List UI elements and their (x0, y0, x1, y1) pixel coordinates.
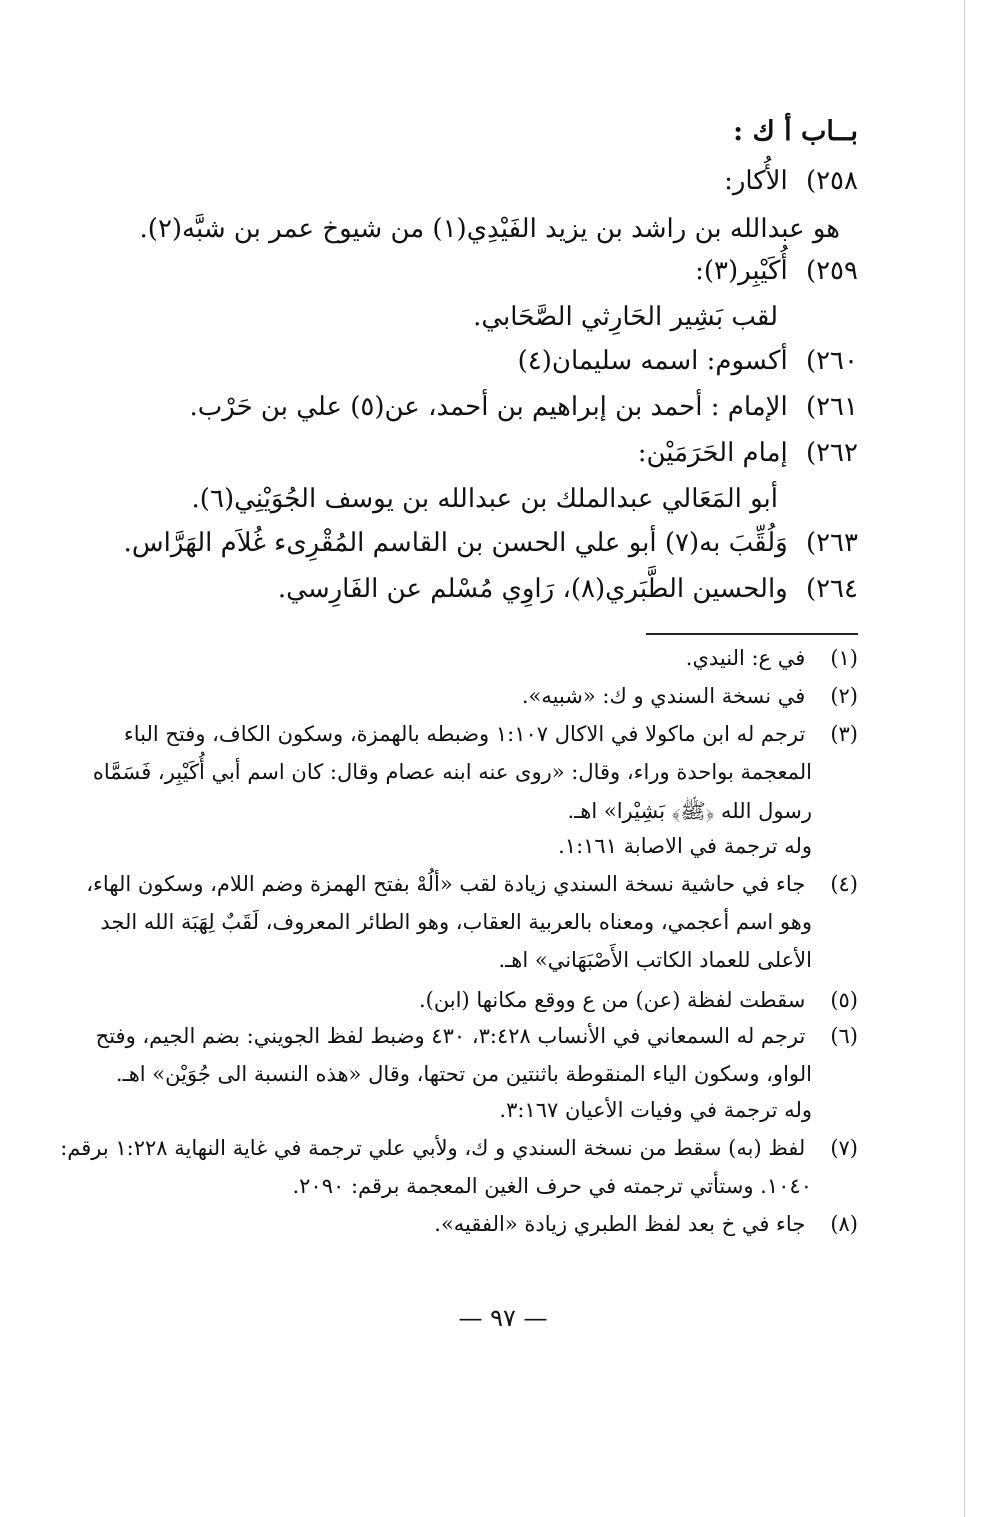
chapter-heading: بــاب أ ك : (733, 116, 858, 147)
footnote-text: ترجم له السمعاني في الأنساب ٣:٤٢٨، ٤٣٠ وضبط لفظ الجويني: بضم الجيم، وفتح (95, 1024, 806, 1048)
entry-number: ٢٦٤) (805, 574, 858, 604)
footnote-3-line-3: رسول الله ﴿ﷺ﴾ بَشِيْرا» اهـ. (567, 799, 812, 823)
footnote-number: (٢) (830, 684, 858, 708)
footnote-number: (١) (830, 646, 858, 670)
footnote-4-line-2: وهو اسم أعجمي، ومعناه بالعربية العقاب، وهو الطائر المعروف، لَقَبٌ لِهَبَة الله الجد (100, 910, 812, 934)
footnote-number: (٨) (830, 1212, 858, 1236)
entry-262 (638, 438, 858, 468)
footnote-number: (٧) (830, 1136, 858, 1160)
footnote-7 (60, 1136, 858, 1160)
footnote-number: (٦) (830, 1024, 858, 1048)
footnote-3-line-4: وله ترجمة في الاصابة ١:١٦١. (558, 834, 812, 858)
footnote-number: (٥) (830, 988, 858, 1012)
scan-edge-line (964, 0, 965, 1517)
entry-262-body: أبو المَعَالي عبدالملك بن عبدالله بن يوسف الجُوَيْنِي(٦). (191, 484, 778, 514)
entry-title: الإمام : أحمد بن إبراهيم بن أحمد، عن(٥) علي بن حَرْب. (189, 392, 788, 422)
entry-title: إمام الحَرَمَيْن: (637, 438, 788, 468)
entry-258 (724, 166, 858, 196)
footnote-6-line-3: وله ترجمة في وفيات الأعيان ٣:١٦٧. (499, 1098, 812, 1122)
entry-264 (278, 574, 858, 604)
entry-263 (124, 528, 858, 558)
entry-number: ٢٦٣) (805, 528, 858, 558)
footnote-3 (124, 722, 858, 746)
footnote-4-line-3: الأعلى للعماد الكاتب الأَصْبَهَاني» اهـ. (498, 948, 812, 972)
footnote-4 (86, 872, 858, 896)
footnote-number: (٣) (830, 722, 858, 746)
entry-number: ٢٦١) (805, 392, 858, 422)
footnote-6-line-2: الواو، وسكون الياء المنقوطة باثنتين من تحتها، وقال «هذه النسبة الى جُوَيْن» اهـ. (115, 1062, 812, 1086)
footnote-text: جاء في خ بعد لفظ الطبري زيادة «الفقيه». (434, 1212, 806, 1236)
entry-number: ٢٥٩) (805, 256, 858, 286)
footnote-text: سقطت لفظة (عن) من ع ووقع مكانها (ابن). (418, 988, 806, 1012)
footnote-text: لفظ (به) سقط من نسخة السندي و ك، ولأبي علي ترجمة في غاية النهاية ١:٢٢٨ برقم: (60, 1136, 806, 1160)
entry-259 (695, 256, 858, 286)
page-number: — ٩٧ — (458, 1304, 548, 1332)
entry-title: أُكَيْبِر(٣): (695, 256, 788, 286)
footnote-5 (419, 988, 858, 1012)
entry-title: أكسوم: اسمه سليمان(٤) (517, 346, 788, 376)
footnote-text: ترجم له ابن ماكولا في الاكال ١:١٠٧ وضبطه بالهمزة، وسكون الكاف، وفتح الباء (123, 722, 806, 746)
footnote-text: في نسخة السندي و ك: «شبيه». (521, 684, 806, 708)
footnote-text: في ع: النيدي. (685, 646, 806, 670)
entry-number: ٢٦٢) (805, 438, 858, 468)
footnote-1 (686, 646, 858, 670)
footnote-2 (522, 684, 858, 708)
entry-261 (189, 392, 858, 422)
entry-258-body: هو عبدالله بن راشد بن يزيد الفَيْدِي(١) من شيوخ عمر بن شبَّه(٢). (139, 214, 840, 244)
footnote-8 (434, 1212, 858, 1236)
entry-number: ٢٦٠) (805, 346, 858, 376)
footnote-3-line-2: المعجمة بواحدة وراء، وقال: «روى عنه ابنه عصام وقال: كان اسم أبي أُكَيْبِر، فَسَمَّاه (92, 760, 812, 784)
footnote-number: (٤) (830, 872, 858, 896)
entry-260 (518, 346, 858, 376)
entry-title: الأُكار: (724, 166, 788, 196)
footnote-7-line-2: ١٠٤٠. وستأتي ترجمته في حرف الغين المعجمة برقم: ٢٠٩٠. (292, 1174, 812, 1198)
entry-title: وَلُقِّبَ به(٧) أبو علي الحسن بن القاسم المُقْرِىء غُلاَم الهَرَّاس. (123, 528, 788, 558)
entry-259-body: لقب بَشِير الحَارِثي الصَّحَابي. (473, 302, 778, 332)
footnote-text: جاء في حاشية نسخة السندي زيادة لقب «ألُهْ بفتح الهمزة وضم اللام، وسكون الهاء، (86, 872, 806, 896)
entry-title: والحسين الطَّبَري(٨)، رَاوِي مُسْلم عن الفَارِسي. (277, 574, 788, 604)
entry-number: ٢٥٨) (805, 166, 858, 196)
footnote-6 (96, 1024, 858, 1048)
footnote-separator (646, 633, 858, 635)
